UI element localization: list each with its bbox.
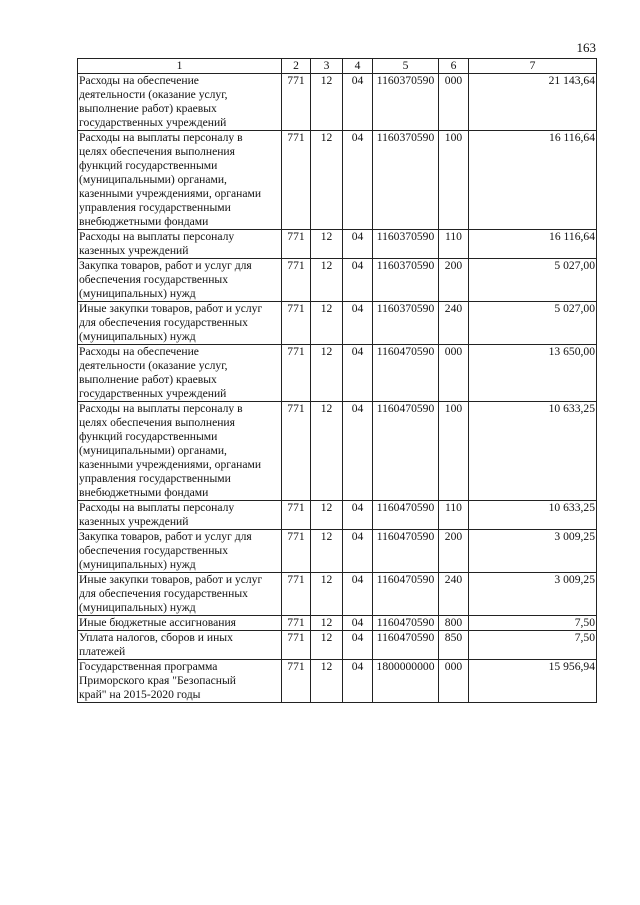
table-row <box>78 660 597 703</box>
amount-cell: 13 650,00 <box>469 345 597 402</box>
department-code-cell: 771 <box>282 660 311 703</box>
amount-cell: 21 143,64 <box>469 74 597 131</box>
column-header: 3 <box>311 59 343 74</box>
amount-cell: 16 116,64 <box>469 230 597 259</box>
expense-name-line: целях обеспечения выполнения <box>79 416 235 429</box>
expense-name-line: Закупка товаров, работ и услуг для <box>79 259 252 272</box>
expense-name-cell <box>78 573 282 616</box>
department-code-cell: 771 <box>282 616 311 631</box>
column-header: 2 <box>282 59 311 74</box>
section-code-cell: 12 <box>311 230 343 259</box>
table-row <box>78 501 597 530</box>
subsection-code-cell: 04 <box>343 501 373 530</box>
section-code-cell: 12 <box>311 530 343 573</box>
table-row <box>78 230 597 259</box>
target-article-cell: 1160470590 <box>373 616 439 631</box>
target-article-cell: 1160470590 <box>373 631 439 660</box>
expense-type-cell: 240 <box>439 573 469 616</box>
subsection-code-cell: 04 <box>343 660 373 703</box>
section-code-cell: 12 <box>311 259 343 302</box>
expense-name-line: Расходы на выплаты персоналу <box>79 230 235 243</box>
amount-cell: 5 027,00 <box>469 259 597 302</box>
amount-cell: 5 027,00 <box>469 302 597 345</box>
expense-name-line: функций государственными <box>79 430 218 443</box>
expense-name-line: Расходы на обеспечение <box>79 345 199 358</box>
expense-name-line: платежей <box>79 645 126 658</box>
section-code-cell: 12 <box>311 616 343 631</box>
expense-name-line: для обеспечения государственных <box>79 316 248 329</box>
section-code-cell: 12 <box>311 402 343 501</box>
table-row <box>78 302 597 345</box>
target-article-cell: 1160470590 <box>373 501 439 530</box>
subsection-code-cell: 04 <box>343 573 373 616</box>
department-code-cell: 771 <box>282 259 311 302</box>
column-header: 6 <box>439 59 469 74</box>
amount-cell: 10 633,25 <box>469 402 597 501</box>
subsection-code-cell: 04 <box>343 616 373 631</box>
expense-name-line: управления государственными <box>79 472 231 485</box>
expense-name-line: край" на 2015-2020 годы <box>79 688 201 701</box>
target-article-cell: 1160470590 <box>373 402 439 501</box>
expense-type-cell: 200 <box>439 530 469 573</box>
subsection-code-cell: 04 <box>343 402 373 501</box>
table-row <box>78 631 597 660</box>
amount-cell: 16 116,64 <box>469 131 597 230</box>
subsection-code-cell: 04 <box>343 74 373 131</box>
column-header: 7 <box>469 59 597 74</box>
expense-name-line: управления государственными <box>79 201 231 214</box>
expense-name-line: Иные закупки товаров, работ и услуг <box>79 302 263 315</box>
expense-name-line: Приморского края "Безопасный <box>79 674 236 687</box>
expense-name-cell <box>78 230 282 259</box>
expense-name-line: казенными учреждениями, органами <box>79 187 262 200</box>
expense-name-line: обеспечения государственных <box>79 544 229 557</box>
table-row <box>78 345 597 402</box>
expense-name-cell <box>78 660 282 703</box>
column-header: 1 <box>78 59 282 74</box>
section-code-cell: 12 <box>311 345 343 402</box>
table-row <box>78 131 597 230</box>
expense-name-line: Государственная программа <box>79 660 218 673</box>
amount-cell: 15 956,94 <box>469 660 597 703</box>
target-article-cell: 1160370590 <box>373 259 439 302</box>
expense-name-line: внебюджетными фондами <box>79 486 209 499</box>
expense-name-line: выполнение работ) краевых <box>79 373 217 386</box>
subsection-code-cell: 04 <box>343 302 373 345</box>
expense-name-cell <box>78 631 282 660</box>
expense-name-line: функций государственными <box>79 159 218 172</box>
expense-name-line: Уплата налогов, сборов и иных <box>79 631 233 644</box>
expense-name-cell <box>78 131 282 230</box>
expense-name-line: казенными учреждениями, органами <box>79 458 262 471</box>
expense-name-line: Иные закупки товаров, работ и услуг <box>79 573 263 586</box>
expense-type-cell: 800 <box>439 616 469 631</box>
expense-name-line: Расходы на выплаты персоналу в <box>79 402 243 415</box>
subsection-code-cell: 04 <box>343 530 373 573</box>
expense-name-line: государственных учреждений <box>79 387 227 400</box>
expense-name-line: выполнение работ) краевых <box>79 102 217 115</box>
expense-type-cell: 000 <box>439 345 469 402</box>
expense-type-cell: 240 <box>439 302 469 345</box>
expense-name-cell <box>78 74 282 131</box>
amount-cell: 7,50 <box>469 631 597 660</box>
expense-name-line: для обеспечения государственных <box>79 587 248 600</box>
table-row <box>78 530 597 573</box>
expense-type-cell: 850 <box>439 631 469 660</box>
expense-name-line: казенных учреждений <box>79 515 189 528</box>
column-header: 4 <box>343 59 373 74</box>
expense-name-line: Расходы на выплаты персоналу <box>79 501 235 514</box>
section-code-cell: 12 <box>311 573 343 616</box>
department-code-cell: 771 <box>282 402 311 501</box>
section-code-cell: 12 <box>311 131 343 230</box>
section-code-cell: 12 <box>311 74 343 131</box>
expense-name-line: (муниципальными) органами, <box>79 173 227 186</box>
department-code-cell: 771 <box>282 131 311 230</box>
section-code-cell: 12 <box>311 631 343 660</box>
expense-name-line: деятельности (оказание услуг, <box>79 88 228 101</box>
table-row <box>78 74 597 131</box>
target-article-cell: 1800000000 <box>373 660 439 703</box>
amount-cell: 7,50 <box>469 616 597 631</box>
expense-name-cell <box>78 616 282 631</box>
subsection-code-cell: 04 <box>343 131 373 230</box>
expense-name-cell <box>78 501 282 530</box>
subsection-code-cell: 04 <box>343 259 373 302</box>
expense-name-cell <box>78 302 282 345</box>
expense-name-line: обеспечения государственных <box>79 273 229 286</box>
department-code-cell: 771 <box>282 573 311 616</box>
expense-type-cell: 200 <box>439 259 469 302</box>
target-article-cell: 1160470590 <box>373 530 439 573</box>
expense-name-cell <box>78 530 282 573</box>
expense-name-line: Иные бюджетные ассигнования <box>79 616 236 629</box>
expense-name-line: государственных учреждений <box>79 116 227 129</box>
expense-type-cell: 000 <box>439 74 469 131</box>
expense-name-line: Расходы на обеспечение <box>79 74 199 87</box>
target-article-cell: 1160370590 <box>373 302 439 345</box>
department-code-cell: 771 <box>282 302 311 345</box>
expense-name-line: (муниципальных) нужд <box>79 601 196 614</box>
target-article-cell: 1160370590 <box>373 74 439 131</box>
column-header: 5 <box>373 59 439 74</box>
table-body <box>78 74 597 703</box>
target-article-cell: 1160470590 <box>373 345 439 402</box>
table-row <box>78 616 597 631</box>
amount-cell: 3 009,25 <box>469 530 597 573</box>
department-code-cell: 771 <box>282 501 311 530</box>
expense-name-line: (муниципальных) нужд <box>79 558 196 571</box>
target-article-cell: 1160370590 <box>373 131 439 230</box>
section-code-cell: 12 <box>311 660 343 703</box>
expense-type-cell: 110 <box>439 230 469 259</box>
table-row <box>78 573 597 616</box>
amount-cell: 3 009,25 <box>469 573 597 616</box>
target-article-cell: 1160370590 <box>373 230 439 259</box>
expense-name-line: (муниципальными) органами, <box>79 444 227 457</box>
section-code-cell: 12 <box>311 501 343 530</box>
department-code-cell: 771 <box>282 230 311 259</box>
expense-name-line: целях обеспечения выполнения <box>79 145 235 158</box>
expense-name-line: Закупка товаров, работ и услуг для <box>79 530 252 543</box>
expense-name-line: (муниципальных) нужд <box>79 330 196 343</box>
budget-table <box>77 58 597 703</box>
expense-name-line: (муниципальных) нужд <box>79 287 196 300</box>
target-article-cell: 1160470590 <box>373 573 439 616</box>
expense-type-cell: 110 <box>439 501 469 530</box>
subsection-code-cell: 04 <box>343 345 373 402</box>
expense-name-cell <box>78 259 282 302</box>
table-header-row <box>78 59 597 74</box>
expense-name-line: Расходы на выплаты персоналу в <box>79 131 243 144</box>
expense-name-line: казенных учреждений <box>79 244 189 257</box>
expense-name-line: деятельности (оказание услуг, <box>79 359 228 372</box>
department-code-cell: 771 <box>282 530 311 573</box>
department-code-cell: 771 <box>282 631 311 660</box>
department-code-cell: 771 <box>282 345 311 402</box>
section-code-cell: 12 <box>311 302 343 345</box>
expense-name-cell <box>78 402 282 501</box>
page-number: 163 <box>576 40 596 55</box>
subsection-code-cell: 04 <box>343 631 373 660</box>
expense-type-cell: 100 <box>439 131 469 230</box>
department-code-cell: 771 <box>282 74 311 131</box>
amount-cell: 10 633,25 <box>469 501 597 530</box>
subsection-code-cell: 04 <box>343 230 373 259</box>
table-row <box>78 402 597 501</box>
expense-name-line: внебюджетными фондами <box>79 215 209 228</box>
expense-type-cell: 100 <box>439 402 469 501</box>
table-row <box>78 259 597 302</box>
expense-name-cell <box>78 345 282 402</box>
expense-type-cell: 000 <box>439 660 469 703</box>
